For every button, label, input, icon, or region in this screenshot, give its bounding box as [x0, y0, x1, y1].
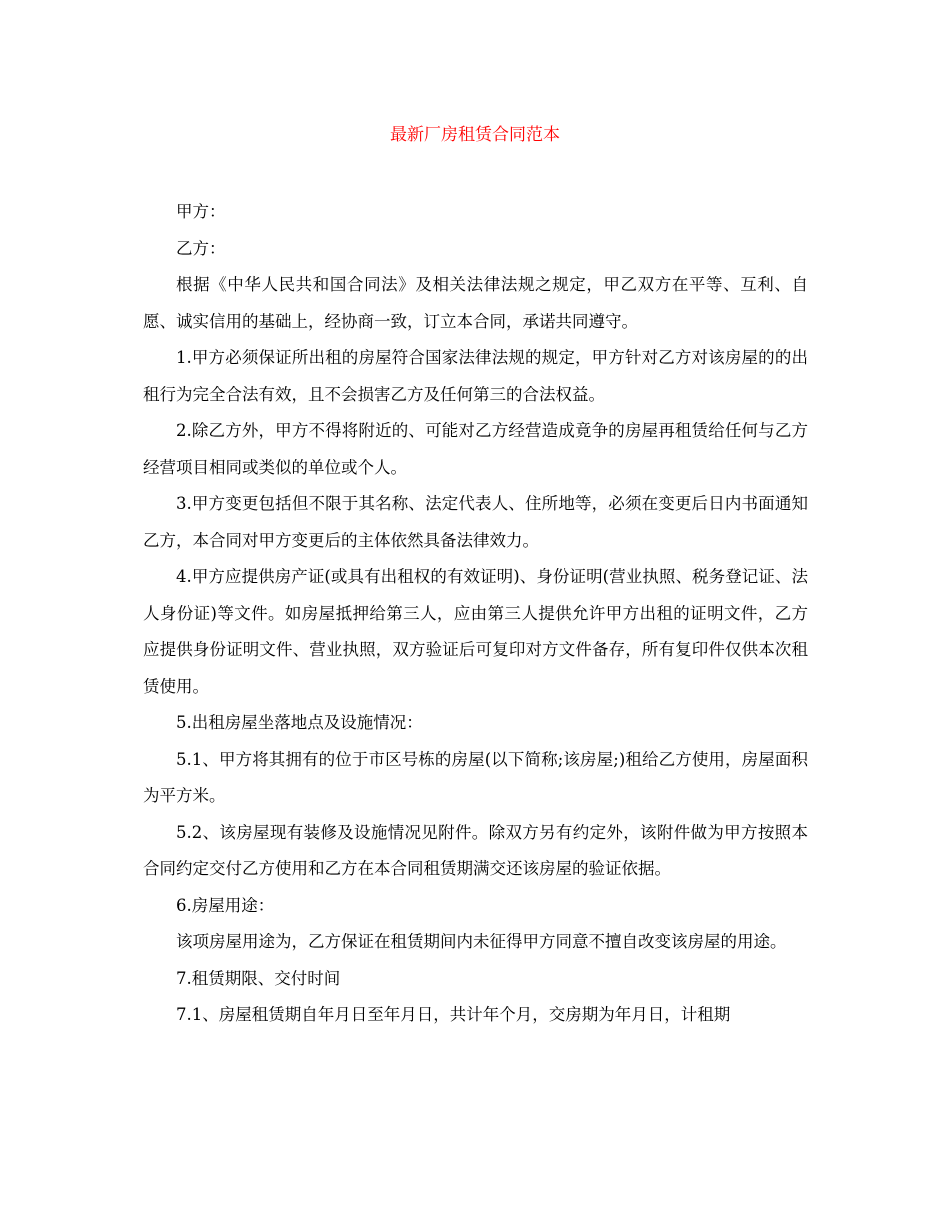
clause-5-1: 5.1、甲方将其拥有的位于市区号栋的房屋(以下简称;该房屋;)租给乙方使用，房屋面积为平方米。 — [143, 749, 808, 805]
party-a-line: 甲方： — [176, 202, 226, 221]
clause-7-1: 7.1、房屋租赁期自年月日至年月日，共计年个月，交房期为年月日，计租期 — [176, 1005, 731, 1024]
clause-5-heading: 5.出租房屋坐落地点及设施情况： — [176, 713, 423, 732]
clause-6-body: 该项房屋用途为，乙方保证在租赁期间内未征得甲方同意不擅自改变该房屋的用途。 — [176, 932, 787, 951]
clause-7-heading: 7.租赁期限、交付时间 — [176, 968, 341, 988]
clause-1: 1.甲方必须保证所出租的房屋符合国家法律法规的规定，甲方针对乙方对该房屋的的出租行为完全合法有效，且不会损害乙方及任何第三的合法权益。 — [143, 348, 808, 404]
clause-2: 2.除乙方外，甲方不得将附近的、可能对乙方经营造成竟争的房屋再租赁给任何与乙方经营项目相同或类似的单位或个人。 — [143, 421, 808, 477]
document-body — [143, 194, 808, 1034]
document-title: 最新厂房租赁合同范本 — [390, 125, 560, 145]
clause-3: 3.甲方变更包括但不限于其名称、法定代表人、住所地等，必须在变更后日内书面通知乙方，本合同对甲方变更后的主体依然具备法律效力。 — [143, 494, 808, 550]
clause-4: 4.甲方应提供房产证(或具有出租权的有效证明)、身份证明(营业执照、税务登记证、法人身份证)等文件。如房屋抵押给第三人，应由第三人提供允许甲方出租的证明文件，乙方应提供身份证明文件、营业执照，双方验证后可复印对方文件备存，所有复印件仅供本次租赁使用。 — [143, 567, 808, 696]
clause-5-2: 5.2、该房屋现有装修及设施情况见附件。除双方另有约定外，该附件做为甲方按照本合同约定交付乙方使用和乙方在本合同租赁期满交还该房屋的验证依据。 — [143, 822, 808, 878]
clause-6-heading: 6.房屋用途： — [176, 895, 275, 915]
party-b-line: 乙方： — [176, 238, 226, 258]
preamble-paragraph: 根据《中华人民共和国合同法》及相关法律法规之规定，甲乙双方在平等、互利、自愿、诚实信用的基础上，经协商一致，订立本合同，承诺共同遵守。 — [143, 275, 808, 331]
